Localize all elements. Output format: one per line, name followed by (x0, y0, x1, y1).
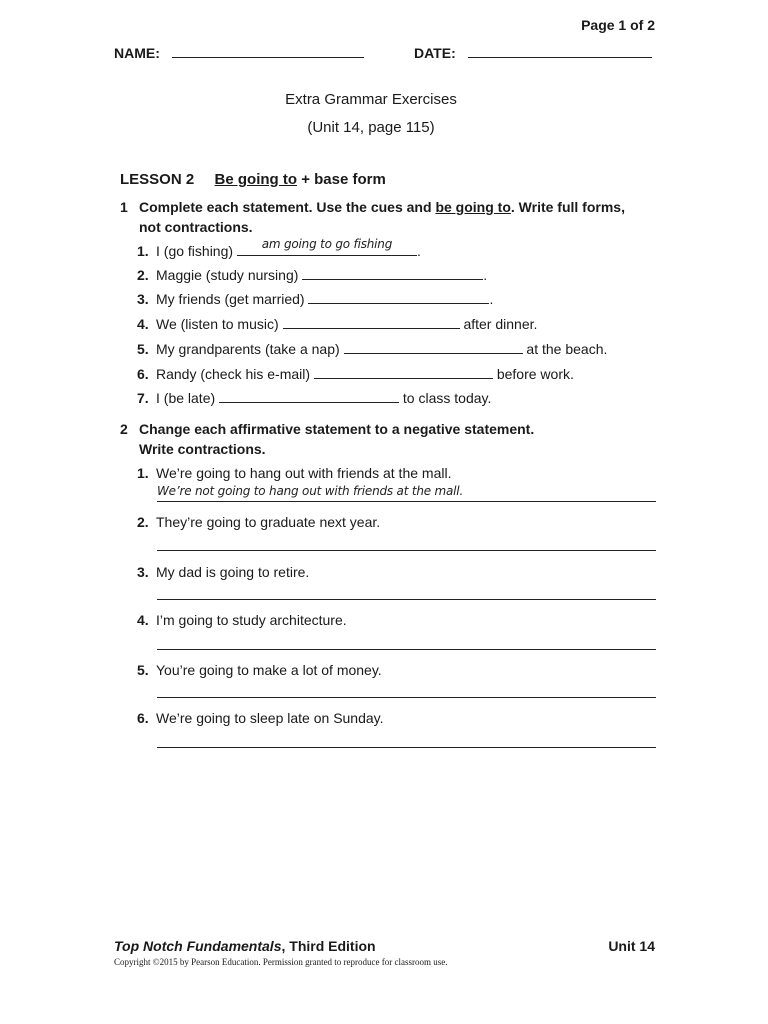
item-statement: We’re going to sleep late on Sunday. (156, 710, 384, 726)
item-number: 1. (137, 243, 149, 259)
ex1-item-2 (137, 266, 487, 284)
item-after: . (483, 267, 488, 283)
ex2-item-6 (137, 709, 384, 727)
answer-line[interactable] (157, 501, 656, 502)
exercise1-number: 1 (120, 199, 128, 215)
item-number: 1. (137, 465, 149, 481)
item-cue: My friends (get married) (156, 291, 305, 307)
item-number: 3. (137, 291, 149, 307)
date-label: DATE: (414, 45, 456, 61)
exercise2-number: 2 (120, 421, 128, 437)
item-number: 3. (137, 564, 149, 580)
item-number: 6. (137, 366, 149, 382)
item-after: after dinner. (459, 316, 538, 332)
lesson-topic-underlined: Be going to (214, 171, 298, 188)
answer-line[interactable] (157, 599, 656, 600)
exercise1-instructions (120, 197, 625, 237)
exercise1-instr-part-b: . Write full forms, (510, 199, 625, 215)
answer-line[interactable] (157, 550, 656, 551)
ex1-item-1 (137, 237, 421, 260)
ex2-item-5 (137, 661, 382, 679)
item-after: before work. (492, 366, 574, 382)
name-field[interactable] (172, 44, 364, 58)
lesson-heading (120, 171, 386, 188)
ex2-item-1 (137, 464, 451, 482)
exercise2-instructions (120, 419, 534, 459)
date-field[interactable] (468, 44, 652, 58)
handwritten-answer: am going to go fishing (261, 237, 393, 251)
book-edition: , Third Edition (281, 938, 376, 954)
ex1-item-7 (137, 389, 491, 407)
handwritten-answer: We’re not going to hang out with friends at the mall. (157, 484, 464, 498)
answer-line[interactable] (157, 747, 656, 748)
answer-line[interactable] (157, 697, 656, 698)
item-number: 7. (137, 390, 149, 406)
name-label: NAME: (114, 45, 160, 61)
item-number: 2. (137, 514, 149, 530)
footer-unit: Unit 14 (608, 938, 655, 954)
item-after: . (489, 291, 494, 307)
answer-blank[interactable] (344, 341, 523, 354)
ex2-item-2 (137, 513, 380, 531)
item-number: 2. (137, 267, 149, 283)
item-cue: Randy (check his e-mail) (156, 366, 311, 382)
exercise2-instr-line1: Change each affirmative statement to a negative statement. (139, 421, 535, 437)
name-row (114, 44, 364, 61)
exercise1-instr-part-a: Complete each statement. Use the cues and (139, 199, 436, 215)
lesson-label: LESSON 2 (120, 171, 195, 188)
answer-blank[interactable] (219, 390, 399, 403)
item-cue: We (listen to music) (156, 316, 279, 332)
item-statement: They’re going to graduate next year. (156, 514, 381, 530)
copyright-notice: Copyright ©2015 by Pearson Education. Permission granted to reproduce for classroom use. (114, 957, 448, 967)
item-after: . (416, 243, 421, 259)
item-cue: I (be late) (156, 390, 216, 406)
ex1-item-6 (137, 365, 574, 383)
item-statement: You’re going to make a lot of money. (156, 662, 382, 678)
exercise1-instr-underlined: be going to (435, 199, 511, 215)
ex1-item-5 (137, 340, 607, 358)
lesson-topic-rest: + base form (297, 171, 386, 188)
ex1-item-3 (137, 290, 493, 308)
item-after: at the beach. (522, 341, 608, 357)
page-subtitle: (Unit 14, page 115) (307, 119, 435, 136)
item-cue: I (go fishing) (156, 243, 234, 259)
item-number: 4. (137, 316, 149, 332)
book-title: Top Notch Fundamentals (114, 938, 282, 954)
page-title: Extra Grammar Exercises (285, 91, 457, 108)
answer-blank[interactable] (283, 316, 460, 329)
answer-line[interactable] (157, 649, 656, 650)
item-statement: We’re going to hang out with friends at the mall. (156, 465, 452, 481)
item-after: to class today. (399, 390, 492, 406)
item-statement: My dad is going to retire. (156, 564, 310, 580)
item-number: 5. (137, 662, 149, 678)
footer-book-title (114, 938, 376, 954)
item-cue: Maggie (study nursing) (156, 267, 299, 283)
item-number: 5. (137, 341, 149, 357)
exercise2-instr-line2: Write contractions. (139, 441, 266, 457)
answer-blank[interactable] (237, 237, 417, 256)
date-row (414, 44, 652, 61)
page-number: Page 1 of 2 (581, 17, 655, 33)
answer-blank[interactable] (302, 267, 483, 280)
item-cue: My grandparents (take a nap) (156, 341, 340, 357)
answer-blank[interactable] (314, 366, 493, 379)
ex1-item-4 (137, 315, 537, 333)
item-number: 6. (137, 710, 149, 726)
answer-blank[interactable] (308, 291, 489, 304)
item-number: 4. (137, 612, 149, 628)
ex2-item-3 (137, 563, 309, 581)
exercise1-instr-line2: not contractions. (139, 219, 253, 235)
ex2-item-4 (137, 611, 347, 629)
item-statement: I’m going to study architecture. (156, 612, 347, 628)
